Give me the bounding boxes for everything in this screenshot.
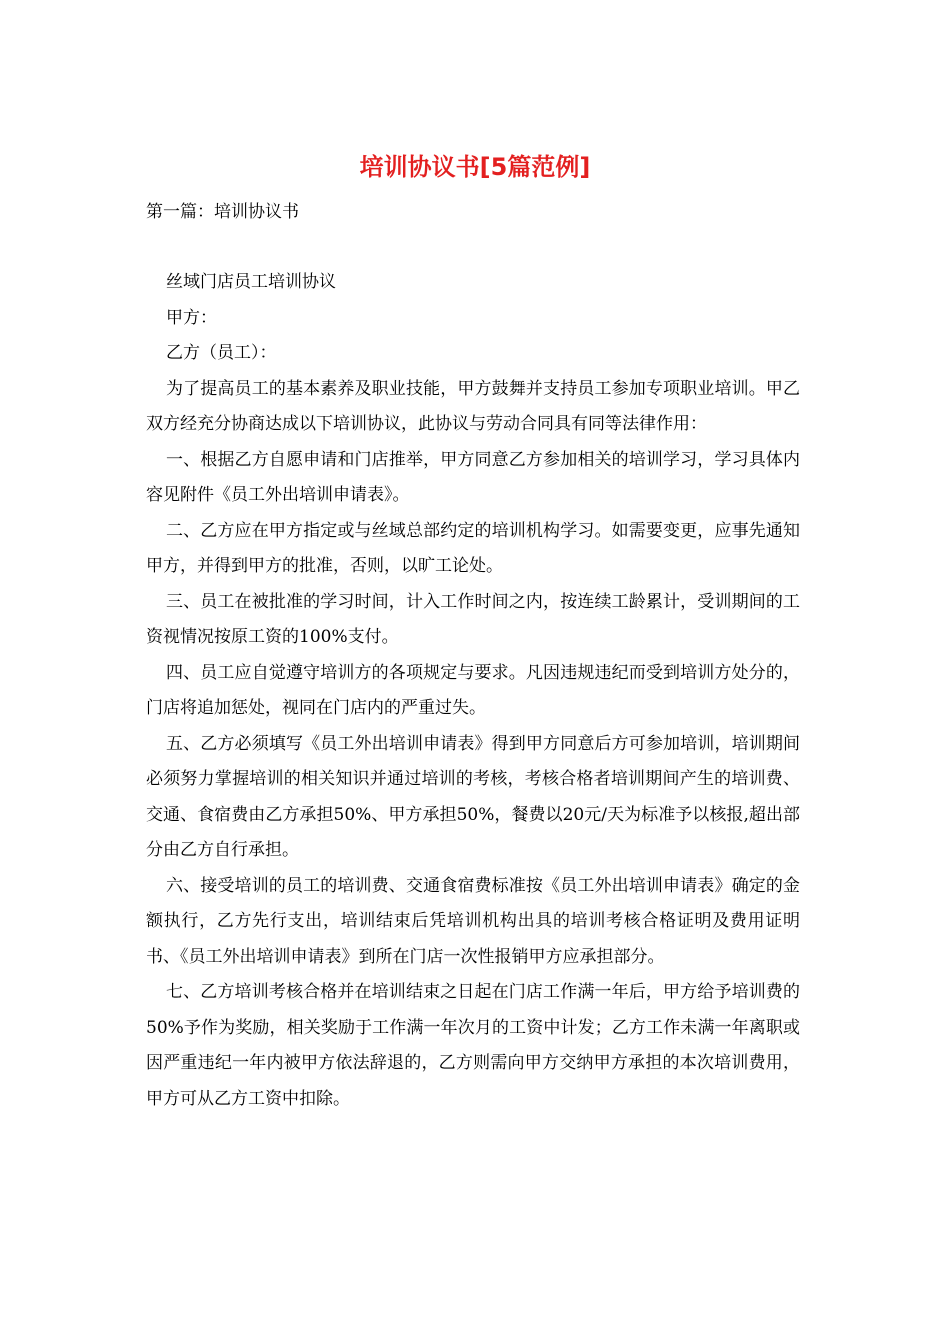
clause-2: 二、乙方应在甲方指定或与丝域总部约定的培训机构学习。如需要变更，应事先通知甲方，并得到甲方的批准，否则，以旷工论处。 (146, 520, 800, 576)
clause-6: 六、接受培训的员工的培训费、交通食宿费标准按《员工外出培训申请表》确定的金额执行，乙方先行支出，培训结束后凭培训机构出具的培训考核合格证明及费用证明书、《员工外出培训申请表》到所在门店一次性报销甲方应承担部分。 (146, 875, 800, 967)
agreement-name: 丝域门店员工培训协议 (166, 272, 336, 292)
party-a-label: 甲方： (166, 307, 217, 328)
clause-7: 七、乙方培训考核合格并在培训结束之日起在门店工作满一年后，甲方给予培训费的50%予作为奖励，相关奖励于工作满一年次月的工资中计发；乙方工作未满一年离职或因严重违纪一年内被甲方依法辞退的，乙方则需向甲方交纳甲方承担的本次培训费用，甲方可从乙方工资中扣除。 (146, 982, 800, 1109)
clause-4: 四、员工应自觉遵守培训方的各项规定与要求。凡因违规违纪而受到培训方处分的，门店将追加惩处，视同在门店内的严重过失。 (146, 662, 800, 718)
clause-1: 一、根据乙方自愿申请和门店推举，甲方同意乙方参加相关的培训学习，学习具体内容见附件《员工外出培训申请表》。 (146, 449, 800, 505)
document-body (146, 265, 800, 1117)
clause-5: 五、乙方必须填写《员工外出培训申请表》得到甲方同意后方可参加培训，培训期间必须努力掌握培训的相关知识并通过培训的考核，考核合格者培训期间产生的培训费、交通、食宿费由乙方承担50%、甲方承担50%，餐费以20元/天为标准予以核报,超出部分由乙方自行承担。 (146, 733, 800, 860)
preamble-paragraph: 为了提高员工的基本素养及职业技能，甲方鼓舞并支持员工参加专项职业培训。甲乙双方经充分协商达成以下培训协议，此协议与劳动合同具有同等法律作用： (146, 378, 800, 434)
clause-3: 三、员工在被批准的学习时间，计入工作时间之内，按连续工龄累计，受训期间的工资视情况按原工资的100%支付。 (146, 591, 800, 647)
chapter-heading: 第一篇：培训协议书 (146, 202, 299, 222)
document-title: 培训协议书[5篇范例] (359, 153, 591, 181)
party-b-label: 乙方（员工）： (166, 343, 277, 363)
